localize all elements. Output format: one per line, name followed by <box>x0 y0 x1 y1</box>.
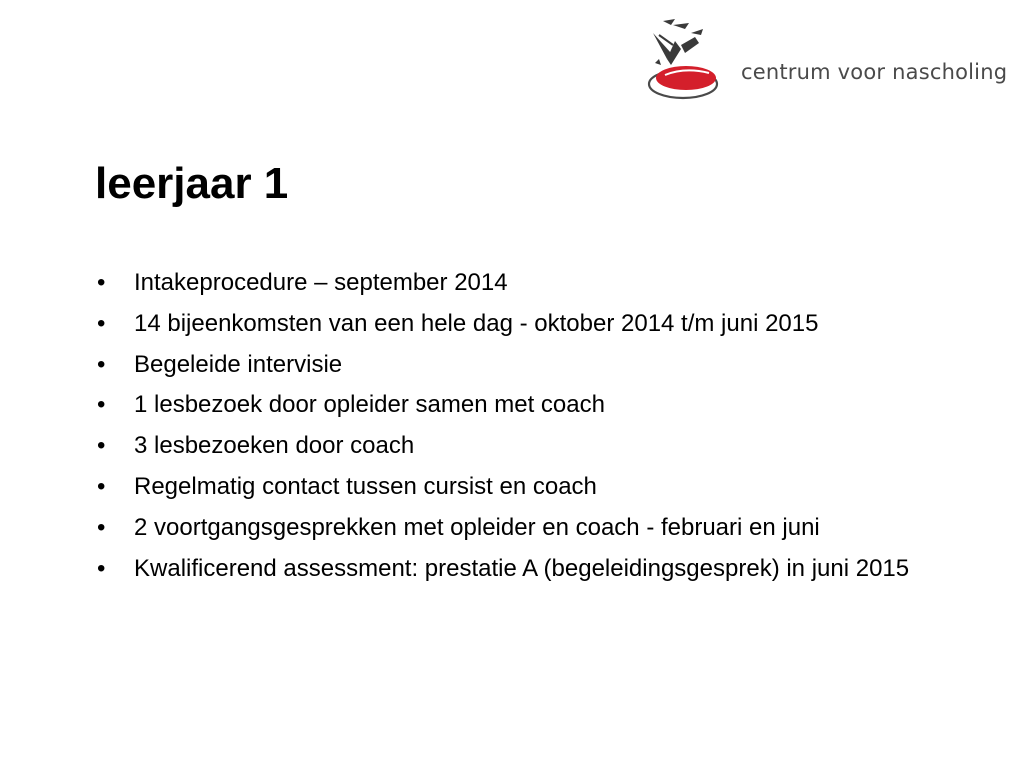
bullet-icon: • <box>97 513 106 541</box>
bullet-icon: • <box>97 350 106 378</box>
bullet-text: 14 bijeenkomsten van een hele dag - oktober 2014 t/m juni 2015 <box>134 309 819 337</box>
bullet-item <box>95 431 975 461</box>
bullet-text: 1 lesbezoek door opleider samen met coach <box>134 391 605 419</box>
bullet-icon: • <box>97 269 106 296</box>
bullet-icon: • <box>97 554 106 582</box>
cvn-logo-mark-icon <box>645 15 735 107</box>
logo-text: centrum voor nascholing <box>741 60 1008 84</box>
bullet-item <box>95 268 975 298</box>
bullet-text: 3 lesbezoeken door coach <box>134 432 415 460</box>
bullet-item <box>95 309 975 339</box>
bullet-icon: • <box>97 309 106 337</box>
logo <box>645 15 1008 107</box>
slide-title: leerjaar 1 <box>95 159 289 208</box>
bullet-icon: • <box>97 432 106 460</box>
bullet-item <box>95 554 975 584</box>
bullet-text: Regelmatig contact tussen cursist en coach <box>134 472 597 500</box>
bullet-icon: • <box>97 472 106 500</box>
bullet-item <box>95 390 975 420</box>
bullet-item <box>95 513 975 543</box>
bullet-text: Begeleide intervisie <box>134 350 343 378</box>
bullet-text: 2 voortgangsgesprekken met opleider en coach - februari en juni <box>134 513 820 541</box>
bullet-text: Intakeprocedure – september 2014 <box>134 269 508 296</box>
bullet-item <box>95 472 975 502</box>
bullet-item <box>95 350 975 380</box>
bullet-list <box>95 268 975 594</box>
bullet-icon: • <box>97 391 106 419</box>
bullet-text: Kwalificerend assessment: prestatie A (begeleidingsgesprek) in juni 2015 <box>134 554 910 582</box>
